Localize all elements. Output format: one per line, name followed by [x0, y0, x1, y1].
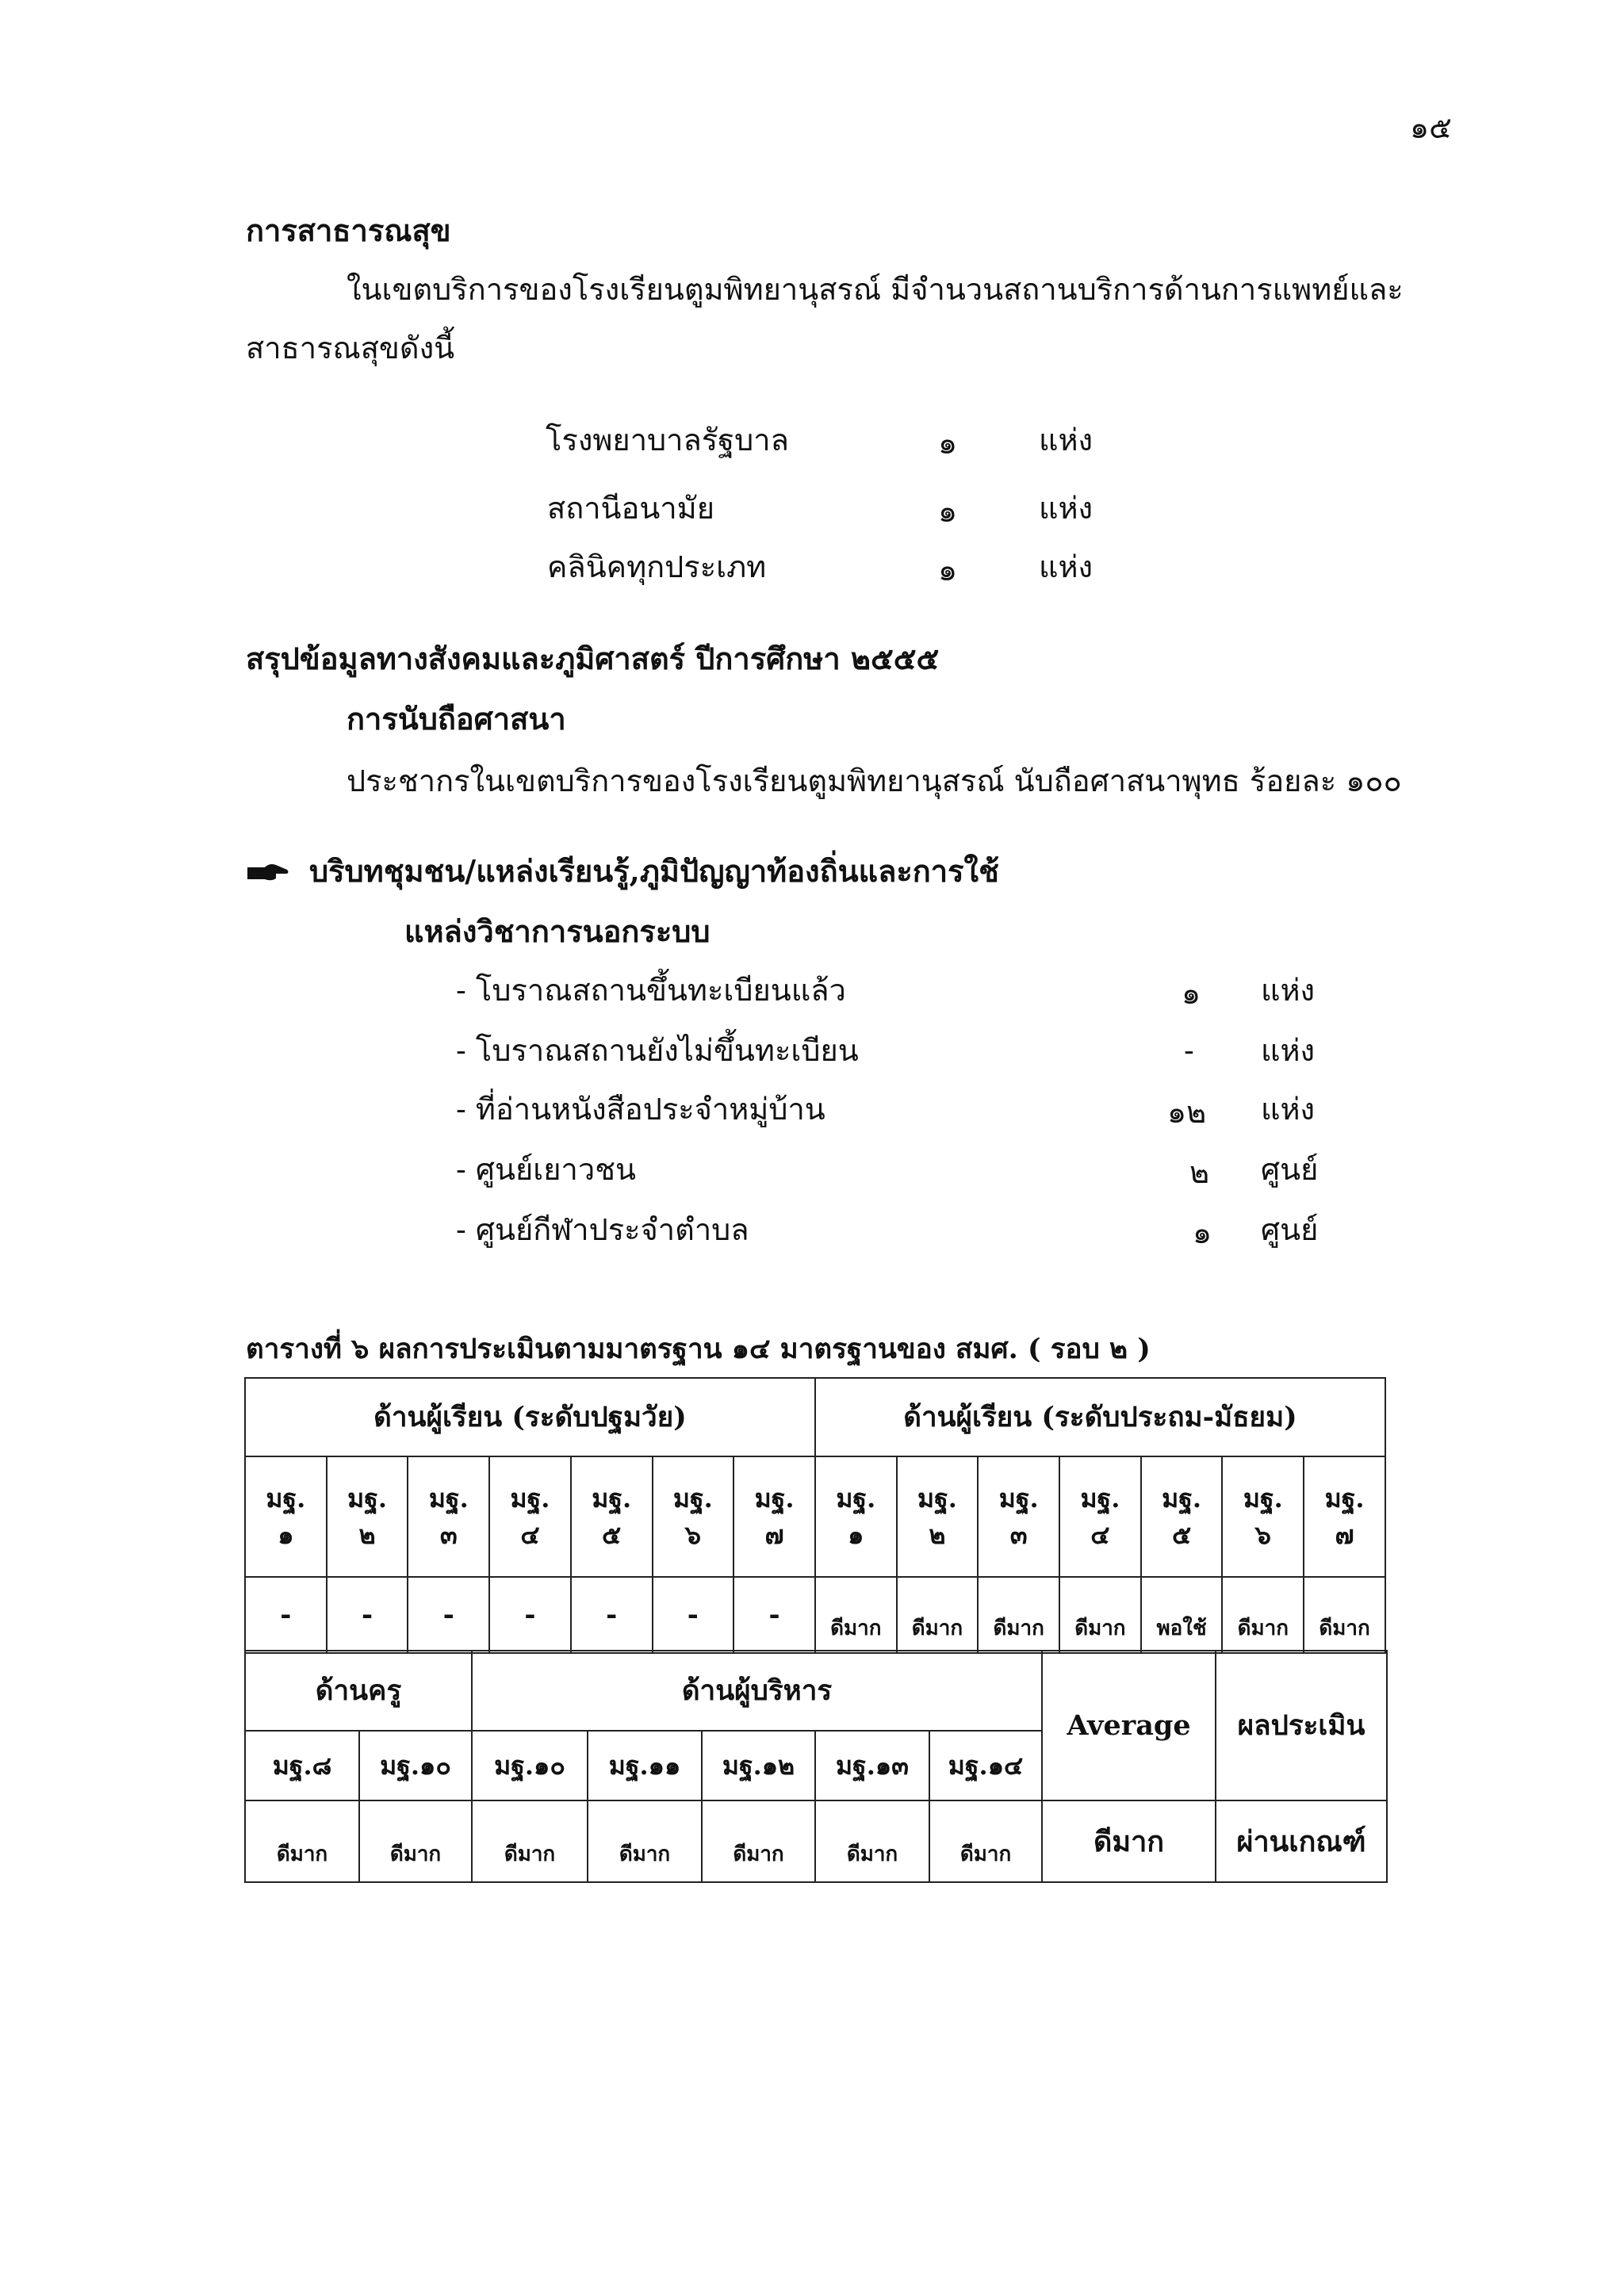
public-health-intro-line1: ในเขตบริการของโรงเรียนตูมพิทยานุสรณ์ มีจำนวนสถานบริการด้านการแพทย์และ [347, 272, 1404, 307]
result-cell: พอใช้ [1141, 1577, 1223, 1653]
standard-cell: มฐ. ๗ [1304, 1456, 1385, 1577]
facility-name: โรงพยาบาลรัฐบาล [546, 423, 789, 457]
facility-unit: แห่ง [1039, 491, 1094, 526]
assessment-table-learners [244, 1377, 1386, 1654]
result-cell: ดีมาก [978, 1577, 1059, 1653]
result-cell: - [408, 1577, 489, 1653]
community-item-count: ๑๒ [1167, 1095, 1207, 1130]
result-cell: - [571, 1577, 653, 1653]
community-item-name: - ศูนย์กีฬาประจำตำบล [456, 1212, 749, 1247]
result-cell: ดีมาก [1059, 1577, 1141, 1653]
facility-unit: แห่ง [1039, 423, 1094, 457]
group-header-early: ด้านผู้เรียน (ระดับปฐมวัย) [245, 1378, 815, 1456]
community-item-count: ๑ [1193, 1215, 1212, 1250]
group-header-admin: ด้านผู้บริหาร [472, 1651, 1042, 1731]
community-item-unit: แห่ง [1261, 973, 1316, 1008]
standard-cell: มฐ.๑๒ [702, 1731, 815, 1800]
standard-cell: มฐ. ๕ [1141, 1456, 1223, 1577]
average-header: Average [1042, 1651, 1216, 1800]
standard-cell: มฐ. ๒ [327, 1456, 408, 1577]
result-cell: ดีมาก [588, 1800, 702, 1882]
community-item-name: - โบราณสถานขึ้นทะเบียนแล้ว [456, 973, 846, 1008]
community-item-count: ๒ [1189, 1155, 1210, 1190]
standard-cell: มฐ. ๕ [571, 1456, 653, 1577]
average-value: ดีมาก [1042, 1800, 1216, 1882]
social-summary-heading: สรุปข้อมูลทางสังคมและภูมิศาสตร์ ปีการศึกษา ๒๕๕๕ [246, 641, 940, 676]
standard-cell: มฐ. ๒ [897, 1456, 979, 1577]
standard-cell: มฐ.๑๓ [815, 1731, 929, 1800]
facility-unit: แห่ง [1039, 549, 1094, 584]
result-cell: ดีมาก [1304, 1577, 1385, 1653]
facility-count: ๑ [938, 553, 958, 587]
standard-cell: มฐ.๘ [245, 1731, 359, 1800]
standard-cell: มฐ. ๓ [978, 1456, 1059, 1577]
result-cell: ดีมาก [815, 1800, 929, 1882]
result-cell: ดีมาก [929, 1800, 1042, 1882]
result-cell: ดีมาก [359, 1800, 472, 1882]
community-item-unit: แห่ง [1261, 1092, 1316, 1127]
result-cell: - [327, 1577, 408, 1653]
community-subheading: แหล่งวิชาการนอกระบบ [404, 913, 710, 949]
standard-cell: มฐ. ๖ [653, 1456, 734, 1577]
standard-cell: มฐ. ๖ [1222, 1456, 1304, 1577]
facility-name: สถานีอนามัย [547, 491, 714, 526]
religion-text: ประชากรในเขตบริการของโรงเรียนตูมพิทยานุสรณ์ นับถือศาสนาพุทธ ร้อยละ ๑๐๐ [347, 763, 1402, 798]
facility-count: ๑ [938, 494, 958, 529]
public-health-heading: การสาธารณสุข [246, 212, 451, 248]
standard-cell: มฐ. ๔ [1059, 1456, 1141, 1577]
facility-count: ๑ [938, 426, 958, 461]
group-header-primary: ด้านผู้เรียน (ระดับประถม-มัธยม) [815, 1378, 1385, 1456]
result-cell: ดีมาก [897, 1577, 979, 1653]
result-cell: ดีมาก [245, 1800, 359, 1882]
community-item-unit: ศูนย์ [1261, 1212, 1319, 1247]
standard-cell: มฐ. ๓ [408, 1456, 489, 1577]
standard-cell: มฐ.๑๔ [929, 1731, 1042, 1800]
standard-cell: มฐ. ๑ [815, 1456, 897, 1577]
result-cell: ดีมาก [702, 1800, 815, 1882]
result-cell: - [245, 1577, 327, 1653]
standard-cell: มฐ. ๔ [489, 1456, 571, 1577]
community-item-name: - ศูนย์เยาวชน [456, 1152, 636, 1187]
pointing-hand-icon [247, 863, 289, 884]
community-item-name: - ที่อ่านหนังสือประจำหมู่บ้าน [456, 1092, 825, 1127]
religion-heading: การนับถือศาสนา [347, 701, 566, 737]
community-item-name: - โบราณสถานยังไม่ขึ้นทะเบียน [456, 1033, 859, 1068]
public-health-intro-line2: สาธารณสุขดังนี้ [246, 331, 455, 365]
assessment-value: ผ่านเกณฑ์ [1216, 1800, 1387, 1882]
community-item-count: - [1184, 1033, 1194, 1068]
group-header-teacher: ด้านครู [245, 1651, 472, 1731]
result-cell: ดีมาก [1222, 1577, 1304, 1653]
standard-cell: มฐ.๑๐ [359, 1731, 472, 1800]
assessment-header: ผลประเมิน [1216, 1651, 1387, 1800]
result-cell: ดีมาก [472, 1800, 588, 1882]
standard-cell: มฐ. ๑ [245, 1456, 327, 1577]
page-number: ๑๕ [1410, 110, 1452, 145]
community-item-unit: แห่ง [1261, 1033, 1316, 1068]
standard-cell: มฐ.๑๑ [588, 1731, 702, 1800]
standard-cell: มฐ. ๗ [733, 1456, 815, 1577]
result-cell: - [489, 1577, 571, 1653]
result-cell: - [653, 1577, 734, 1653]
assessment-table-teachers-admin [244, 1650, 1388, 1883]
table-caption: ตารางที่ ๖ ผลการประเมินตามมาตรฐาน ๑๔ มาตรฐานของ สมศ. ( รอบ ๒ ) [246, 1333, 1151, 1365]
community-heading: บริบทชุมชน/แหล่งเรียนรู้,ภูมิปัญญาท้องถิ่นและการใช้ [309, 853, 999, 889]
facility-name: คลินิคทุกประเภท [547, 549, 767, 584]
community-item-unit: ศูนย์ [1261, 1152, 1319, 1187]
community-item-count: ๑ [1182, 976, 1201, 1011]
standard-cell: มฐ.๑๐ [472, 1731, 588, 1800]
result-cell: ดีมาก [815, 1577, 897, 1653]
result-cell: - [733, 1577, 815, 1653]
